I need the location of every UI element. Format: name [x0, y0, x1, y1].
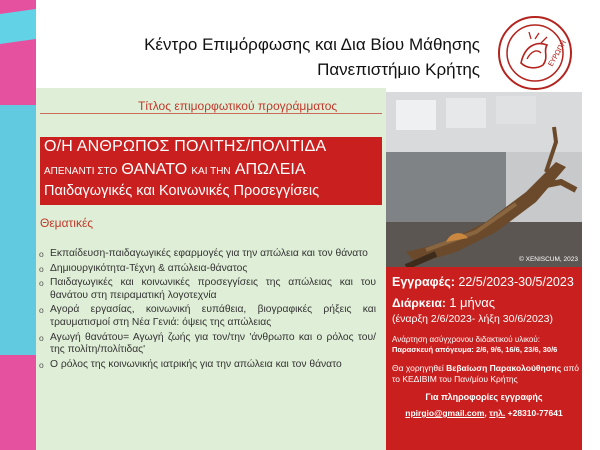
program-title-label: Τίτλος επιμορφωτικού προγράμματος: [138, 99, 338, 113]
program-title-box: [40, 137, 382, 205]
info-heading: Για πληροφορίες εγγραφής: [425, 392, 543, 402]
themes-list: [36, 248, 382, 373]
registration: Εγγραφές: 22/5/2023-30/5/2023: [392, 275, 574, 289]
certificate-note: Θα χορηγηθεί Βεβαίωση Παρακολούθησης από το ΚΕΔΙΒΙΜ του Παν/μίου Κρήτης: [392, 363, 580, 384]
cyan-side-stripe: [0, 105, 36, 355]
list-item: o Δημιουργικότητα-Τέχνη & απώλεια-θάνατος: [36, 263, 382, 276]
email-link[interactable]: npirgio@gmail.com: [405, 408, 485, 418]
title-line-1: Ο/Η ΑΝΘΡΩΠΟΣ ΠΟΛΙΤΗΣ/ΠΟΛΙΤΙΔΑ: [44, 138, 327, 155]
header: [120, 34, 480, 81]
photo-watermark: © XENISCUM, 2023: [519, 256, 578, 263]
svg-text:ΕΥΡΩΠΗ: ΕΥΡΩΠΗ: [546, 39, 569, 68]
divider: [40, 113, 382, 114]
themes-heading: Θεματικές: [40, 216, 94, 230]
duration: Διάρκεια: 1 μήνας: [392, 295, 496, 310]
title-line-3: Παιδαγωγικές και Κοινωνικές Προσεγγίσεις: [44, 183, 320, 199]
info-panel: [386, 267, 582, 450]
contact-line: npirgio@gmail.com, τηλ. +28310-77641: [405, 408, 563, 418]
list-item: o Εκπαίδευση-παιδαγωγικές εφαρμογές για την απώλεια και τον θάνατο: [36, 248, 382, 261]
header-institute: Κέντρο Επιμόρφωσης και Δια Βίου Μάθησης: [144, 35, 480, 54]
material-upload: Ανάρτηση ασύγχρονου διδακτικού υλικού: Παρασκευή απόγευμα: 2/6, 9/6, 16/6, 23/6, 30/6: [392, 335, 558, 354]
header-university: Πανεπιστήμιο Κρήτης: [317, 60, 480, 79]
list-item: o Αγωγή θανάτου= Αγωγή ζωής για τον/την 'άνθρωπο και ο ρόλος του/της πολίτη/πολίτιδας': [36, 332, 382, 357]
photo-fallen-tree: [386, 92, 582, 267]
course-dates: (έναρξη 2/6/2023- λήξη 30/6/2023): [392, 313, 553, 325]
list-item: o Αγορά εργασίας, κοινωνική ευπάθεια, βιογραφικές ρήξεις και τραυματισμοί στη Νέα Γενιά: όψεις της απώλειας: [36, 304, 382, 329]
list-item: o Παιδαγωγικές και κοινωνικές προσεγγίσεις της απώλειας και του θανάτου στη πειραματική λογοτεχνία: [36, 277, 382, 302]
university-seal-icon: [497, 15, 573, 91]
list-item: o Ο ρόλος της κοινωνικής ιατρικής για την απώλεια και τον θάνατο: [36, 359, 382, 372]
title-line-2: ΑΠΕΝΑΝΤΙ ΣΤΟ ΘΑΝΑΤΟ ΚΑΙ ΤΗΝ ΑΠΩΛΕΙΑ: [44, 161, 306, 178]
